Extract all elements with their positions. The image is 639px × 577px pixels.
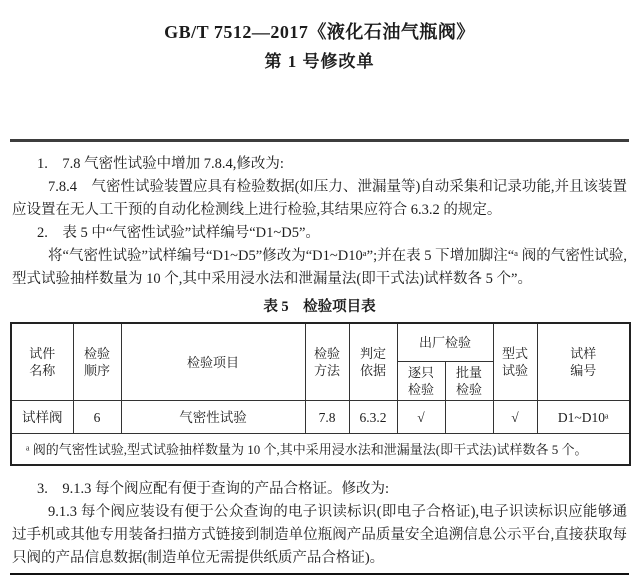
col-header-type-test-label: 型式试验 [502, 346, 529, 378]
col-header-type-test [493, 323, 537, 401]
col-header-inspection-method-label: 检验方法 [313, 346, 340, 378]
col-header-piece-inspection [397, 362, 445, 401]
section-3-heading: 3. 9.1.3 每个阀应配有便于查询的产品合格证。修改为: [37, 481, 390, 497]
col-header-specimen-name-label: 试件名称 [29, 346, 56, 378]
cell-judgment-basis: 6.3.2 [349, 401, 397, 434]
document-body [0, 153, 639, 317]
section-1-body: 7.8.4 气密性试验装置应具有检验数据(如压力、泄漏量等)自动采集和记录功能,并且该装置应设置在无人工干预的自动化检测线上进行检验,其结果应符合 6.3.2 的规定。 [12, 179, 627, 218]
col-header-inspection-order [73, 323, 121, 401]
cell-sample-number: D1~D10ᵃ [537, 401, 630, 434]
col-header-sample-number [537, 323, 630, 401]
cell-inspection-order: 6 [73, 401, 121, 434]
col-header-factory-inspection: 出厂检验 [397, 323, 493, 362]
col-header-inspection-item: 检验项目 [121, 323, 305, 401]
table-footnote: ᵃ 阀的气密性试验,型式试验抽样数量为 10 个,其中采用浸水法和泄漏量法(即干式法)试样数各 5 个。 [11, 434, 630, 466]
cell-inspection-method: 7.8 [305, 401, 349, 434]
section-2-heading: 2. 表 5 中“气密性试验”试样编号“D1~D5”。 [37, 225, 320, 241]
cell-inspection-item: 气密性试验 [121, 401, 305, 434]
col-header-batch-inspection-label: 批量检验 [456, 365, 483, 397]
table-caption: 表 5 检验项目表 [263, 299, 376, 315]
section-2-body: 将“气密性试验”试样编号“D1~D5”修改为“D1~D10ᵃ”;并在表 5 下增加脚注“ᵃ 阀的气密性试验,型式试验抽样数量为 10 个,其中采用浸水法和泄漏量法(即干式法)试样数各 5 个”。 [12, 248, 627, 287]
top-divider-rule [10, 139, 629, 142]
table-row [11, 401, 630, 434]
col-header-inspection-method [305, 323, 349, 401]
document-body-lower [0, 478, 639, 570]
cell-batch-inspection [445, 401, 493, 434]
col-header-inspection-order-label: 检验顺序 [83, 346, 110, 378]
col-header-judgment-basis [349, 323, 397, 401]
col-header-batch-inspection [445, 362, 493, 401]
col-header-specimen-name [11, 323, 73, 401]
cell-type-test-checkmark: √ [493, 401, 537, 434]
section-3-body: 9.1.3 每个阀应装设有便于公众查询的电子识读标识(即电子合格证),电子识读标识应能够通过手机或其他专用装备扫描方式链接到制造单位瓶阀产品质量安全追溯信息公示平台,直接获取每只阀的产品信息数据(制造单位无需提供纸质产品合格证)。 [12, 504, 627, 566]
cell-piece-inspection-checkmark: √ [397, 401, 445, 434]
section-1-heading: 1. 7.8 气密性试验中增加 7.8.4,修改为: [37, 156, 284, 172]
doc-title-line1: GB/T 7512—2017《液化石油气瓶阀》 [164, 22, 475, 42]
bottom-divider-rule [10, 573, 629, 575]
inspection-items-table [10, 322, 631, 466]
col-header-piece-inspection-label: 逐只检验 [407, 365, 434, 397]
table-footnote-row [11, 434, 630, 466]
col-header-sample-number-label: 试样编号 [570, 346, 597, 378]
cell-specimen-name: 试样阀 [11, 401, 73, 434]
doc-title-line2: 第 1 号修改单 [264, 52, 375, 71]
col-header-judgment-basis-label: 判定依据 [359, 346, 386, 378]
